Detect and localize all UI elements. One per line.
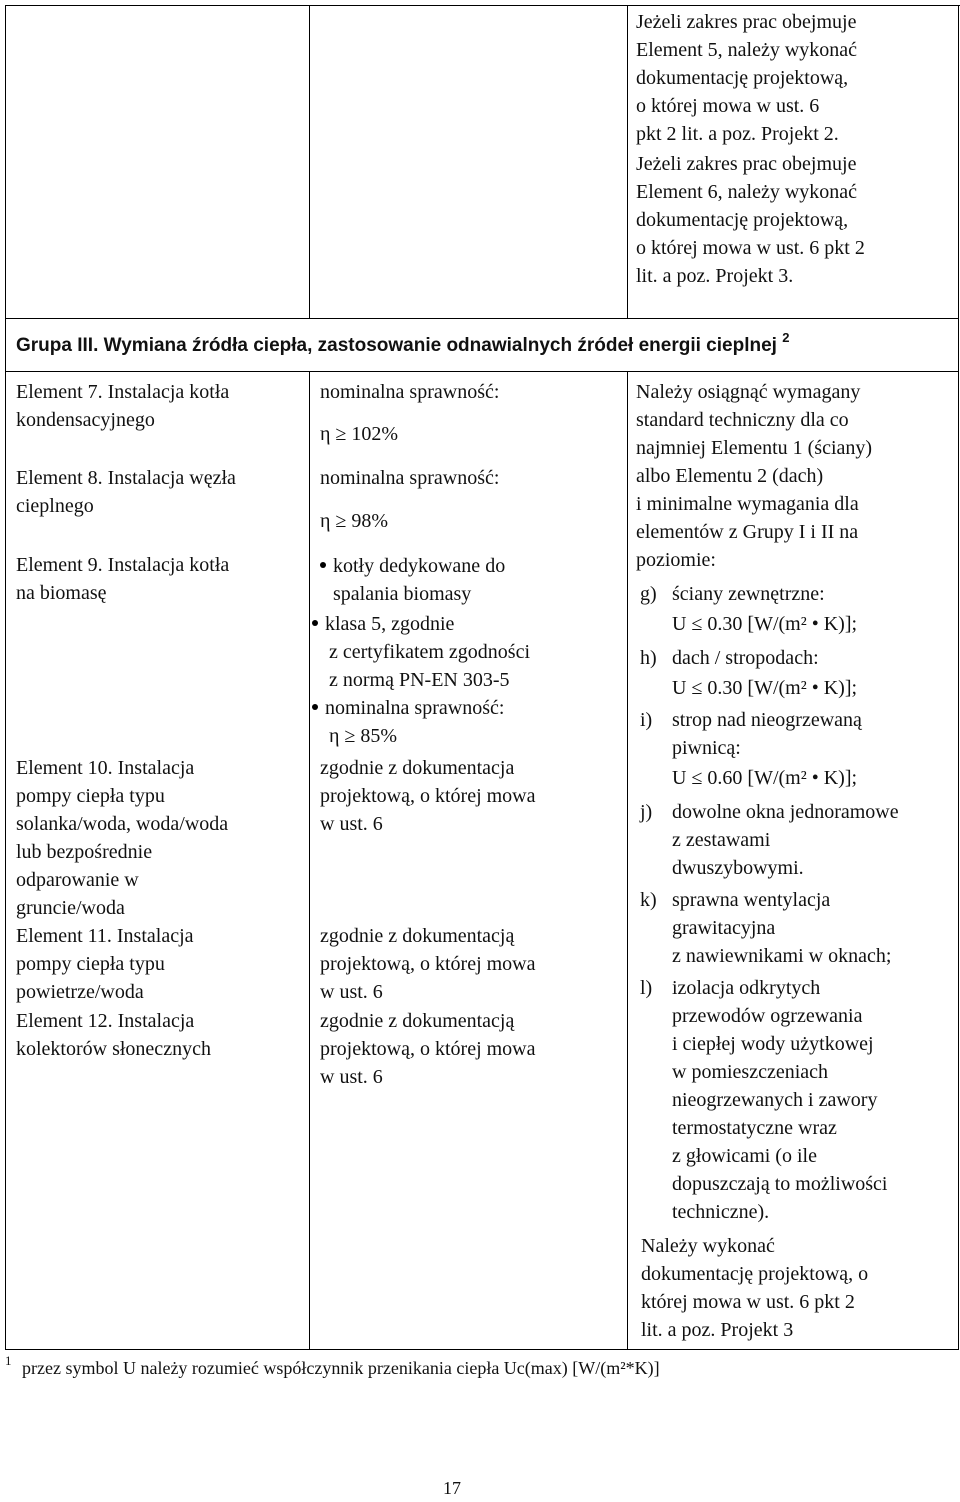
text-line: albo Elementu 2 (dach)	[636, 465, 824, 487]
item-label: j)	[640, 801, 653, 823]
text-line: kondensacyjnego	[16, 409, 155, 431]
text-line: Element 8. Instalacja węzła	[16, 467, 236, 489]
column-divider-1	[309, 371, 310, 1350]
item-label: l)	[640, 977, 653, 999]
text-line: której mowa w ust. 6 pkt 2	[641, 1291, 855, 1313]
item-text: dopuszczają to możliwości	[672, 1173, 888, 1195]
row-divider-1	[5, 318, 959, 319]
bullet-text: z certyfikatem zgodności	[329, 641, 531, 663]
text-line: zgodnie z dokumentacja	[320, 757, 515, 779]
item-text: w pomieszczeniach	[672, 1061, 829, 1083]
text-line: pompy ciepła typu	[16, 953, 165, 975]
group-heading	[16, 329, 790, 360]
text-line: w ust. 6	[320, 1066, 383, 1088]
text-line: Należy osiągnąć wymagany	[636, 381, 861, 403]
item-text: termostatyczne wraz	[672, 1117, 837, 1139]
row-divider-2	[5, 371, 959, 372]
item-text: nieogrzewanych i zawory	[672, 1089, 878, 1111]
text-line: o której mowa w ust. 6	[636, 95, 820, 117]
footnote-text: przez symbol U należy rozumieć współczynnik przenikania ciepła Uc(max) [W/(m²*K)]	[22, 1358, 660, 1378]
table-border-bottom	[5, 1349, 959, 1350]
text-line: Jeżeli zakres prac obejmuje	[636, 153, 857, 175]
bullet-text: klasa 5, zgodnie	[325, 613, 455, 635]
text-line: dokumentację projektową,	[636, 209, 849, 231]
group-label: Grupa III.	[16, 335, 99, 356]
bullet-icon	[320, 562, 326, 568]
text-line: Należy wykonać	[641, 1235, 775, 1257]
item-text: ściany zewnętrzne:	[672, 583, 825, 605]
item-text: dwuszybowymi.	[672, 857, 804, 879]
table-border-left	[5, 5, 6, 1350]
text-line: zgodnie z dokumentacją	[320, 925, 515, 947]
item-text: strop nad nieogrzewaną	[672, 709, 862, 731]
page-number: 17	[443, 1478, 461, 1498]
text-line: cieplnego	[16, 495, 94, 517]
text-line: w ust. 6	[320, 813, 383, 835]
bullet-text: nominalna sprawność:	[325, 697, 505, 719]
text-line: elementów z Grupy I i II na	[636, 521, 859, 543]
item-text: U ≤ 0.30 [W/(m² • K)];	[672, 677, 858, 699]
item-label: i)	[640, 709, 653, 731]
bullet-icon	[312, 620, 318, 626]
text-line: dokumentację projektową, o	[641, 1263, 869, 1285]
text-line: Element 6, należy wykonać	[636, 181, 858, 203]
text-line: Element 7. Instalacja kotła	[16, 381, 230, 403]
e8-efficiency-value: η ≥ 98%	[320, 510, 389, 532]
text-line: dokumentację projektową,	[636, 67, 849, 89]
text-line: Element 11. Instalacja	[16, 925, 194, 947]
item-text: techniczne).	[672, 1201, 770, 1223]
text-line: o której mowa w ust. 6 pkt 2	[636, 237, 865, 259]
e7-efficiency-value: η ≥ 102%	[320, 423, 399, 445]
column-divider-2	[627, 371, 628, 1350]
text-line: kolektorów słonecznych	[16, 1038, 211, 1060]
table-border-right	[958, 5, 959, 1350]
item-text: sprawna wentylacja	[672, 889, 831, 911]
text-line: najmniej Elementu 1 (ściany)	[636, 437, 873, 459]
text-line: poziomie:	[636, 549, 716, 571]
footnote	[5, 1354, 660, 1382]
text-line: w ust. 6	[320, 981, 383, 1003]
text-line: solanka/woda, woda/woda	[16, 813, 229, 835]
text-line: Jeżeli zakres prac obejmuje	[636, 11, 857, 33]
footnote-ref: 2	[782, 329, 790, 345]
bullet-item	[320, 552, 505, 580]
bullet-item	[312, 694, 504, 722]
item-text: z nawiewnikami w oknach;	[672, 945, 892, 967]
item-text: U ≤ 0.60 [W/(m² • K)];	[672, 767, 858, 789]
e8-efficiency-label: nominalna sprawność:	[320, 467, 500, 489]
text-line: Element 12. Instalacja	[16, 1010, 195, 1032]
item-text: grawitacyjna	[672, 917, 776, 939]
text-line: lit. a poz. Projekt 3	[641, 1319, 794, 1341]
text-line: Element 5, należy wykonać	[636, 39, 858, 61]
table-border-top	[5, 5, 960, 6]
text-line: i minimalne wymagania dla	[636, 493, 859, 515]
text-line: Element 10. Instalacja	[16, 757, 195, 779]
item-text: dach / stropodach:	[672, 647, 819, 669]
text-line: Element 9. Instalacja kotła	[16, 554, 230, 576]
bullet-item	[312, 610, 454, 638]
bullet-text: η ≥ 85%	[329, 725, 398, 747]
group-title: Wymiana źródła ciepła, zastosowanie odnawialnych źródeł energii cieplnej	[98, 335, 777, 356]
text-line: lub bezpośrednie	[16, 841, 153, 863]
item-label: k)	[640, 889, 657, 911]
text-line: pompy ciepła typu	[16, 785, 165, 807]
text-line: powietrze/woda	[16, 981, 144, 1003]
item-text: dowolne okna jednoramowe	[672, 801, 899, 823]
text-line: lit. a poz. Projekt 3.	[636, 265, 794, 287]
item-text: z zestawami	[672, 829, 771, 851]
text-line: standard techniczny dla co	[636, 409, 849, 431]
text-line: projektową, o której mowa	[320, 953, 536, 975]
item-text: z głowicami (o ile	[672, 1145, 817, 1167]
text-line: projektową, o której mowa	[320, 785, 536, 807]
footnote-number: 1	[5, 1353, 12, 1368]
item-text: i ciepłej wody użytkowej	[672, 1033, 874, 1055]
text-line: zgodnie z dokumentacją	[320, 1010, 515, 1032]
bullet-text: kotły dedykowane do	[333, 555, 506, 577]
text-line: projektową, o której mowa	[320, 1038, 536, 1060]
e7-efficiency-label: nominalna sprawność:	[320, 381, 500, 403]
text-line: odparowanie w	[16, 869, 139, 891]
item-label: h)	[640, 647, 657, 669]
column-divider-2-top	[627, 5, 628, 318]
item-label: g)	[640, 583, 657, 605]
text-line: pkt 2 lit. a poz. Projekt 2.	[636, 123, 839, 145]
bullet-icon	[312, 704, 318, 710]
column-divider-1-top	[309, 5, 310, 318]
item-text: izolacja odkrytych	[672, 977, 821, 999]
bullet-text: spalania biomasy	[333, 583, 472, 605]
text-line: na biomasę	[16, 582, 107, 604]
bullet-text: z normą PN-EN 303-5	[329, 669, 510, 691]
item-text: U ≤ 0.30 [W/(m² • K)];	[672, 613, 858, 635]
item-text: piwnicą:	[672, 737, 741, 759]
text-line: gruncie/woda	[16, 897, 125, 919]
item-text: przewodów ogrzewania	[672, 1005, 863, 1027]
